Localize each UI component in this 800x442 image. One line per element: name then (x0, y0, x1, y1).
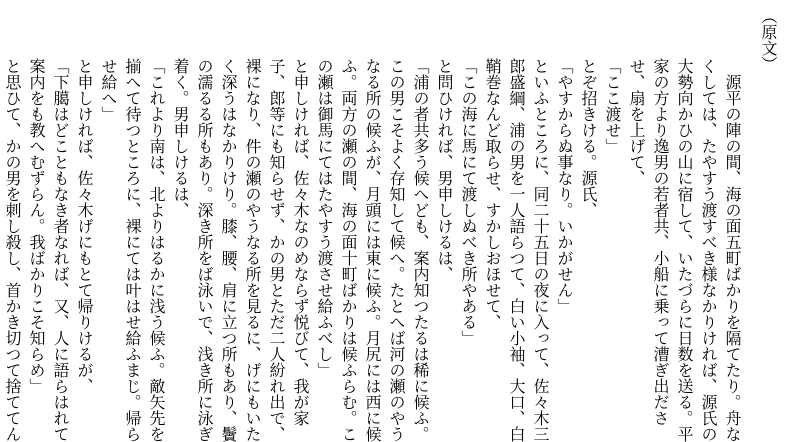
text-line: 家の方より逸男の若者共、小船に乗って漕ぎ出ださ (651, 58, 670, 426)
text-line: と問ひければ、男申しけるは、 (435, 58, 454, 282)
text-line: といふところに、同二十五日の夜に入って、佐々木三 (531, 58, 550, 442)
text-line: 「ここ渡せ」 (603, 58, 622, 154)
text-line: 裸になり、件の瀬のやうなる所を見るに、げにもいた (243, 58, 262, 442)
text-line: 着く。男申しけるは、 (171, 58, 190, 218)
text-line: 郎盛綱、浦の男を一人語らつて、白い小袖、大口、白 (507, 58, 526, 442)
text-line: 案内をも教へむずらん。我ばかりこそ知らめ」 (27, 58, 46, 394)
text-line: と申しければ、佐々木なのめならず悦びて、我が家 (291, 58, 310, 426)
text-line: 「やすからぬ事なり。いかがせん」 (555, 58, 574, 314)
text-line: の瀬は御馬にてはたやすう渡させ給ふべし」 (315, 58, 334, 378)
text-line: 「これより南は、北よりはるかに浅う候ふ。敵矢先を (147, 58, 166, 442)
text-line: ふ。両方の瀬の間、海の面十町ばかりは候ふらむ。こ (339, 58, 358, 442)
text-line: の濡るる所もあり。深き所をば泳いで、浅き所に泳ぎ (195, 58, 214, 442)
text-line: 源平の陣の間、海の面五町ばかりを隔てたり。舟な (723, 58, 742, 442)
text-line: 鞘巻なんど取らせ、すかしおほせて、 (483, 58, 502, 330)
original-text-block (0, 58, 744, 442)
text-line: とぞ招きける。源氏、 (579, 58, 598, 218)
text-line: 大勢向かひの山に宿して、いたづらに日数を送る。平 (675, 58, 694, 442)
text-line: この男こそよく存知して候へ。たとへば河の瀬のやう (387, 58, 406, 442)
text-line: と思ひて、かの男を刺し殺し、首かき切つて捨ててん (3, 58, 22, 442)
text-line: と申しければ、佐々木げにもとて帰りけるが、 (75, 58, 94, 394)
text-line: 子、郎等にも知らせず、かの男とただ二人紛れ出で、 (267, 58, 286, 442)
text-line: 揃へて待つところに、裸にては叶はせ給ふまじ。帰ら (123, 58, 142, 442)
text-line: 「浦の者共多う候へども、案内知つたるは稀に候ふ。 (411, 58, 430, 442)
text-line: く深うはなかりけり。膝、腰、肩に立つ所もあり、鬢 (219, 58, 238, 442)
text-line: 「下臈はどこともなき者なれば、又、人に語らはれて (51, 58, 70, 442)
text-line: せ、扇を上げて、 (627, 58, 646, 186)
text-line: なる所の候ふが、月頭には東に候ふ。月尻には西に候 (363, 58, 382, 442)
section-heading: （原文） (759, 8, 778, 72)
text-line: 「この海に馬にて渡しぬべき所やある」 (459, 58, 478, 346)
text-line: くしては、たやすう渡すべき様なかりければ、源氏の (699, 58, 718, 442)
text-line: せ給へ」 (99, 58, 118, 122)
